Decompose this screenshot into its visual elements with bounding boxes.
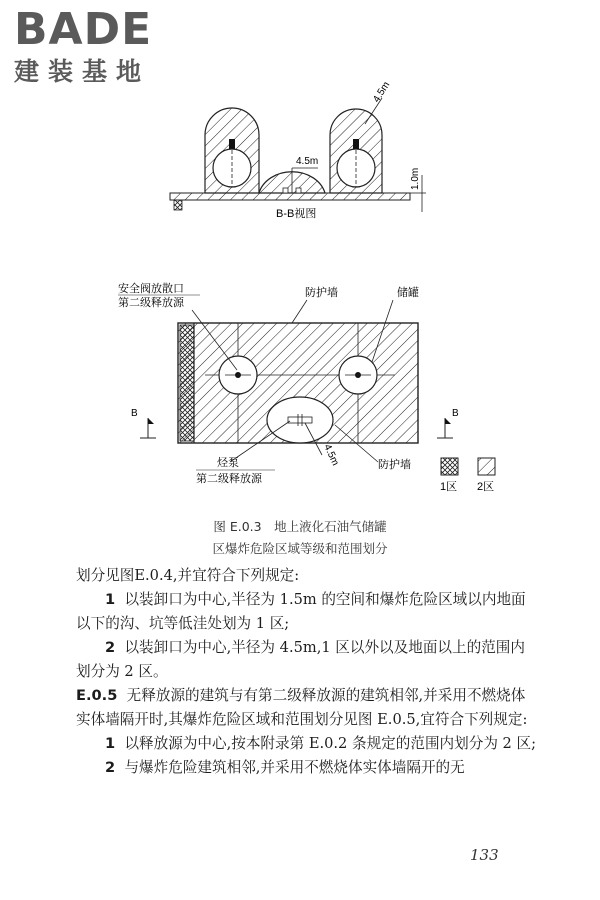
section-para	[76, 684, 538, 732]
legend-zone2-label: 2区	[477, 481, 495, 493]
item-number: 1	[105, 735, 116, 752]
label-wall-top: 防护墙	[305, 287, 338, 299]
legend-zone2-swatch	[478, 458, 495, 475]
valve-right	[353, 139, 359, 149]
label-safety-valve: 安全阀放散口	[118, 283, 184, 295]
valve-left	[229, 139, 235, 149]
logo-word: BADE	[14, 4, 153, 55]
svg-text:B: B	[452, 408, 459, 419]
figure-caption-line1: 图 E.0.3 地上液化石油气储罐	[213, 519, 387, 534]
label-pump: 烃泵	[217, 457, 239, 469]
list-item	[76, 756, 538, 780]
label-second-source-bottom: 第二级释放源	[196, 473, 262, 485]
label-tank: 储罐	[397, 287, 419, 299]
list-item	[76, 636, 538, 684]
item-number: 2	[105, 639, 116, 656]
height-dim-label: 1.0m	[410, 167, 421, 190]
plan-view	[118, 281, 495, 493]
list-item	[76, 588, 538, 636]
item-text: 与爆炸危险建筑相邻,并采用不燃烧体实体墙隔开的无	[124, 759, 465, 776]
page-number: 133	[470, 846, 499, 864]
radius-dim-label: 4.5m	[371, 79, 393, 105]
para-intro: 划分见图E.0.4,并宜符合下列规定:	[76, 567, 300, 584]
figure-caption-line2: 区爆炸危险区域等级和范围划分	[212, 541, 388, 556]
center-dim-label: 4.5m	[296, 156, 319, 167]
ground-block	[174, 200, 182, 210]
legend	[440, 458, 495, 493]
legend-zone1-label: 1区	[440, 481, 458, 493]
item-text: 以释放源为中心,按本附录第 E.0.2 条规定的范围内划分为 2 区;	[124, 735, 536, 752]
view-label: B-B视图	[276, 208, 317, 220]
legend-zone1-swatch	[441, 458, 458, 475]
section-mark-left	[131, 408, 156, 438]
section-number: E.0.5	[76, 687, 118, 704]
item-number: 1	[105, 591, 116, 608]
section-view-bb	[170, 80, 426, 220]
section-text: 无释放源的建筑与有第二级释放源的建筑相邻,并采用不燃烧体实体墙隔开时,其爆炸危险区域和范围划分见图 E.0.5,宜符合下列规定:	[76, 687, 528, 728]
logo-subtitle: 建装基地	[14, 57, 151, 86]
item-number: 2	[105, 759, 116, 776]
list-item	[76, 732, 538, 756]
ground-slab	[170, 193, 410, 200]
item-text: 以装卸口为中心,半径为 1.5m 的空间和爆炸危险区域以内地面以下的沟、坑等低洼处划为 1 区;	[76, 591, 526, 632]
label-wall-bottom: 防护墙	[378, 459, 411, 471]
zone1-wall	[180, 325, 194, 441]
label-second-source-top: 第二级释放源	[118, 297, 184, 309]
section-mark-right	[437, 408, 459, 438]
body-text	[76, 564, 538, 780]
svg-text:B: B	[131, 408, 138, 419]
item-text: 以装卸口为中心,半径为 4.5m,1 区以外以及地面以上的范围内划分为 2 区。	[76, 639, 525, 680]
plan-dim-label: 4.5m	[321, 442, 341, 468]
